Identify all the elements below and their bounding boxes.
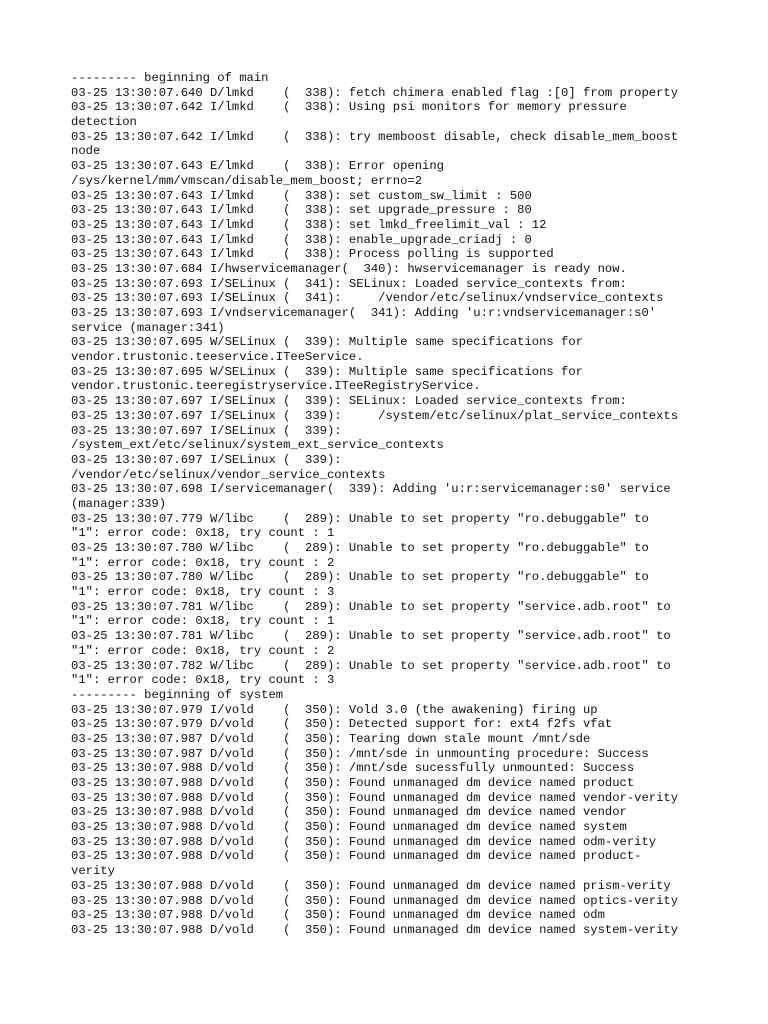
log-line: 03-25 13:30:07.697 I/SELinux ( 339): SELinux: Loaded service_contexts from:	[71, 394, 627, 409]
log-line: 03-25 13:30:07.643 I/lmkd ( 338): enable_upgrade_criadj : 0	[71, 232, 532, 247]
log-line: --------- beginning of main	[71, 71, 269, 85]
log-line: 03-25 13:30:07.780 W/libc ( 289): Unable to set property "ro.debuggable" to	[71, 541, 649, 555]
log-line: 03-25 13:30:07.697 I/SELinux ( 339): /system/etc/selinux/plat_service_contexts	[71, 408, 679, 423]
log-line: 03-25 13:30:07.779 W/libc ( 289): Unable to set property "ro.debuggable" to	[71, 511, 649, 526]
log-line: 03-25 13:30:07.979 I/vold ( 350): Vold 3.0 (the awakening) firing up	[71, 702, 598, 717]
log-line: 03-25 13:30:07.988 D/vold ( 350): Found unmanaged dm device named odm-verity	[71, 834, 657, 849]
log-line: 03-25 13:30:07.987 D/vold ( 350): /mnt/sde in unmounting procedure: Success	[71, 746, 649, 761]
log-line: 03-25 13:30:07.643 I/lmkd ( 338): set upgrade_pressure : 80	[71, 203, 532, 218]
log-line: 03-25 13:30:07.643 E/lmkd ( 338): Error opening	[71, 159, 444, 174]
log-line: 03-25 13:30:07.643 I/lmkd ( 338): set custom_sw_limit : 500	[71, 188, 532, 203]
log-line: vendor.trustonic.teeregistryservice.ITeeRegistryService.	[71, 379, 481, 394]
log-line: detection	[71, 115, 137, 130]
log-line: 03-25 13:30:07.693 I/SELinux ( 341): /vendor/etc/selinux/vndservice_contexts	[71, 291, 664, 306]
log-line: 03-25 13:30:07.988 D/vold ( 350): Found unmanaged dm device named system-verity	[71, 922, 679, 937]
log-line: 03-25 13:30:07.781 W/libc ( 289): Unable to set property "service.adb.root" to	[71, 629, 671, 644]
log-line: 03-25 13:30:07.988 D/vold ( 350): Found unmanaged dm device named system	[71, 820, 627, 835]
log-line: 03-25 13:30:07.698 I/servicemanager( 339): Adding 'u:r:servicemanager:s0' service	[71, 482, 671, 497]
log-line: 03-25 13:30:07.988 D/vold ( 350): Found unmanaged dm device named product-	[71, 849, 642, 864]
log-line: 03-25 13:30:07.988 D/vold ( 350): Found unmanaged dm device named odm	[71, 908, 605, 923]
log-line: 03-25 13:30:07.987 D/vold ( 350): Tearing down stale mount /mnt/sde	[71, 731, 591, 746]
log-line: node	[71, 144, 101, 159]
log-line: vendor.trustonic.teeservice.ITeeService.	[71, 350, 364, 365]
log-line: --------- beginning of system	[71, 687, 284, 702]
log-line: 03-25 13:30:07.695 W/SELinux ( 339): Multiple same specifications for	[71, 335, 583, 350]
log-line: verity	[71, 864, 115, 879]
log-line: 03-25 13:30:07.988 D/vold ( 350): Found unmanaged dm device named product	[71, 776, 635, 790]
log-line: 03-25 13:30:07.695 W/SELinux ( 339): Multiple same specifications for	[71, 364, 583, 379]
log-line: 03-25 13:30:07.643 I/lmkd ( 338): set lmkd_freelimit_val : 12	[71, 217, 547, 232]
log-line: 03-25 13:30:07.643 I/lmkd ( 338): Process polling is supported	[71, 247, 554, 262]
log-line: (manager:339)	[71, 496, 167, 511]
log-line: 03-25 13:30:07.697 I/SELinux ( 339):	[71, 452, 342, 467]
log-line: 03-25 13:30:07.642 I/lmkd ( 338): try memboost disable, check disable_mem_boost	[71, 129, 679, 144]
log-line: /sys/kernel/mm/vmscan/disable_mem_boost; errno=2	[71, 173, 423, 188]
log-line: 03-25 13:30:07.988 D/vold ( 350): Found unmanaged dm device named prism-verity	[71, 878, 671, 893]
log-line: 03-25 13:30:07.988 D/vold ( 350): /mnt/sde sucessfully unmounted: Success	[71, 761, 635, 776]
log-line: 03-25 13:30:07.780 W/libc ( 289): Unable to set property "ro.debuggable" to	[71, 570, 649, 585]
log-line: "1": error code: 0x18, try count : 1	[71, 526, 335, 541]
log-line: "1": error code: 0x18, try count : 2	[71, 643, 335, 658]
log-line: "1": error code: 0x18, try count : 2	[71, 555, 335, 570]
log-line: 03-25 13:30:07.979 D/vold ( 350): Detected support for: ext4 f2fs vfat	[71, 717, 613, 732]
log-line: 03-25 13:30:07.640 D/lmkd ( 338): fetch chimera enabled flag :[0] from property	[71, 85, 679, 100]
log-text-block	[71, 71, 711, 938]
log-line: /vendor/etc/selinux/vendor_service_contexts	[71, 467, 386, 482]
log-line: 03-25 13:30:07.782 W/libc ( 289): Unable to set property "service.adb.root" to	[71, 658, 671, 673]
log-line: 03-25 13:30:07.697 I/SELinux ( 339):	[71, 423, 342, 438]
log-line: /system_ext/etc/selinux/system_ext_service_contexts	[71, 438, 444, 453]
log-line: service (manager:341)	[71, 320, 225, 335]
log-line: 03-25 13:30:07.684 I/hwservicemanager( 340): hwservicemanager is ready now.	[71, 261, 627, 276]
log-line: 03-25 13:30:07.988 D/vold ( 350): Found unmanaged dm device named vendor	[71, 805, 627, 820]
log-line: 03-25 13:30:07.642 I/lmkd ( 338): Using psi monitors for memory pressure	[71, 100, 627, 115]
log-line: "1": error code: 0x18, try count : 3	[71, 673, 335, 688]
log-line: 03-25 13:30:07.781 W/libc ( 289): Unable to set property "service.adb.root" to	[71, 599, 671, 614]
log-line: "1": error code: 0x18, try count : 1	[71, 614, 335, 629]
log-line: 03-25 13:30:07.988 D/vold ( 350): Found unmanaged dm device named optics-verity	[71, 893, 679, 908]
log-line: 03-25 13:30:07.693 I/SELinux ( 341): SELinux: Loaded service_contexts from:	[71, 276, 627, 291]
log-line: "1": error code: 0x18, try count : 3	[71, 585, 335, 600]
log-line: 03-25 13:30:07.988 D/vold ( 350): Found unmanaged dm device named vendor-verity	[71, 790, 679, 805]
log-line: 03-25 13:30:07.693 I/vndservicemanager( 341): Adding 'u:r:vndservicemanager:s0'	[71, 306, 657, 320]
